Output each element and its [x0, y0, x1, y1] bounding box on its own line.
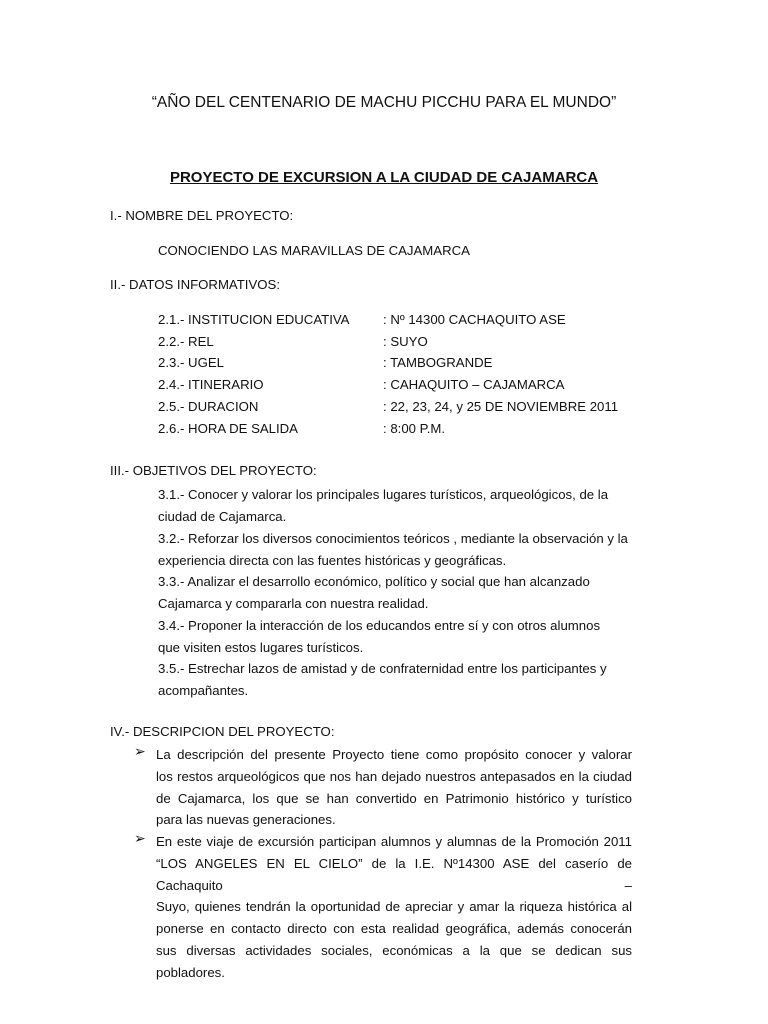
- objective-item: [158, 528, 632, 571]
- document-title: PROYECTO DE EXCURSION A LA CIUDAD DE CAJAMARCA: [169, 169, 599, 186]
- project-name: CONOCIENDO LAS MARAVILLAS DE CAJAMARCA: [158, 243, 470, 258]
- objective-line: Cajamarca y compararla con nuestra realidad.: [158, 595, 429, 611]
- objective-line: 3.5.- Estrechar lazos de amistad y de confraternidad entre los participantes y: [158, 661, 607, 676]
- objective-line: ciudad de Cajamarca.: [158, 508, 287, 524]
- objective-item: [158, 484, 632, 527]
- info-label-duracion: 2.5.- DURACION: [158, 399, 259, 414]
- section-heading-datos: II.- DATOS INFORMATIVOS:: [110, 277, 280, 292]
- section-heading-objetivos: III.- OBJETIVOS DEL PROYECTO:: [110, 463, 317, 478]
- document-motto: “AÑO DEL CENTENARIO DE MACHU PICCHU PARA EL MUNDO”: [151, 94, 617, 111]
- info-label-hora: 2.6.- HORA DE SALIDA: [158, 421, 298, 436]
- objective-item: [158, 571, 632, 614]
- objective-item: [158, 615, 632, 658]
- description-line: pobladores.: [156, 964, 225, 980]
- info-value-duracion: : 22, 23, 24, y 25 DE NOVIEMBRE 2011: [383, 399, 619, 414]
- info-label-rel: 2.2.- REL: [158, 334, 214, 349]
- objective-item: [158, 658, 632, 701]
- description-line: ponerse en contacto directo con esta realidad geográfica, además conocerán: [156, 921, 632, 937]
- description-line: para las nuevas generaciones.: [156, 812, 336, 828]
- info-label-ugel: 2.3.- UGEL: [158, 355, 224, 370]
- info-value-institucion: : Nº 14300 CACHAQUITO ASE: [383, 312, 566, 327]
- info-value-hora: : 8:00 P.M.: [383, 421, 446, 436]
- objective-line: acompañantes.: [158, 682, 249, 698]
- section-heading-descripcion: IV.- DESCRIPCION DEL PROYECTO:: [110, 724, 335, 739]
- info-label-institucion: 2.1.- INSTITUCION EDUCATIVA: [158, 312, 350, 327]
- info-value-rel: : SUYO: [383, 334, 428, 349]
- objective-line: 3.3.- Analizar el desarrollo económico, político y social que han alcanzado: [158, 574, 590, 589]
- description-line: los restos arqueológicos que nos han dejado nuestros antepasados en la ciudad: [156, 768, 632, 784]
- description-bullet: [156, 744, 632, 831]
- info-value-ugel: : TAMBOGRANDE: [383, 355, 493, 370]
- description-line: sus diversas actividades sociales, económicas a la que se dedican sus: [156, 942, 632, 958]
- description-line: En este viaje de excursión participan alumnos y alumnas de la Promoción 2011: [156, 834, 632, 849]
- arrow-bullet-icon: ➢: [134, 743, 146, 759]
- description-line: “LOS ANGELES EN EL CIELO” de la I.E. Nº14300 ASE del caserío de Cachaquito –: [156, 855, 632, 893]
- description-line: de Cajamarca, los que se han convertido en Patrimonio histórico y turístico: [156, 790, 632, 806]
- description-line: Suyo, quienes tendrán la oportunidad de apreciar y amar la riqueza histórica al: [156, 899, 632, 915]
- arrow-bullet-icon: ➢: [134, 830, 146, 846]
- info-label-itinerario: 2.4.- ITINERARIO: [158, 377, 264, 392]
- objective-line: 3.4.- Proponer la interacción de los educandos entre sí y con otros alumnos: [158, 618, 601, 633]
- description-bullet: [156, 831, 632, 984]
- description-line: La descripción del presente Proyecto tiene como propósito conocer y valorar: [156, 747, 632, 762]
- info-value-itinerario: : CAHAQUITO – CAJAMARCA: [383, 377, 565, 392]
- section-heading-nombre: I.- NOMBRE DEL PROYECTO:: [110, 208, 294, 223]
- objective-line: experiencia directa con las fuentes históricas y geográficas.: [158, 552, 507, 568]
- objective-line: 3.2.- Reforzar los diversos conocimientos teóricos , mediante la observación y la: [158, 531, 628, 546]
- objective-line: 3.1.- Conocer y valorar los principales lugares turísticos, arqueológicos, de la: [158, 487, 609, 502]
- objective-line: que visiten estos lugares turísticos.: [158, 639, 364, 655]
